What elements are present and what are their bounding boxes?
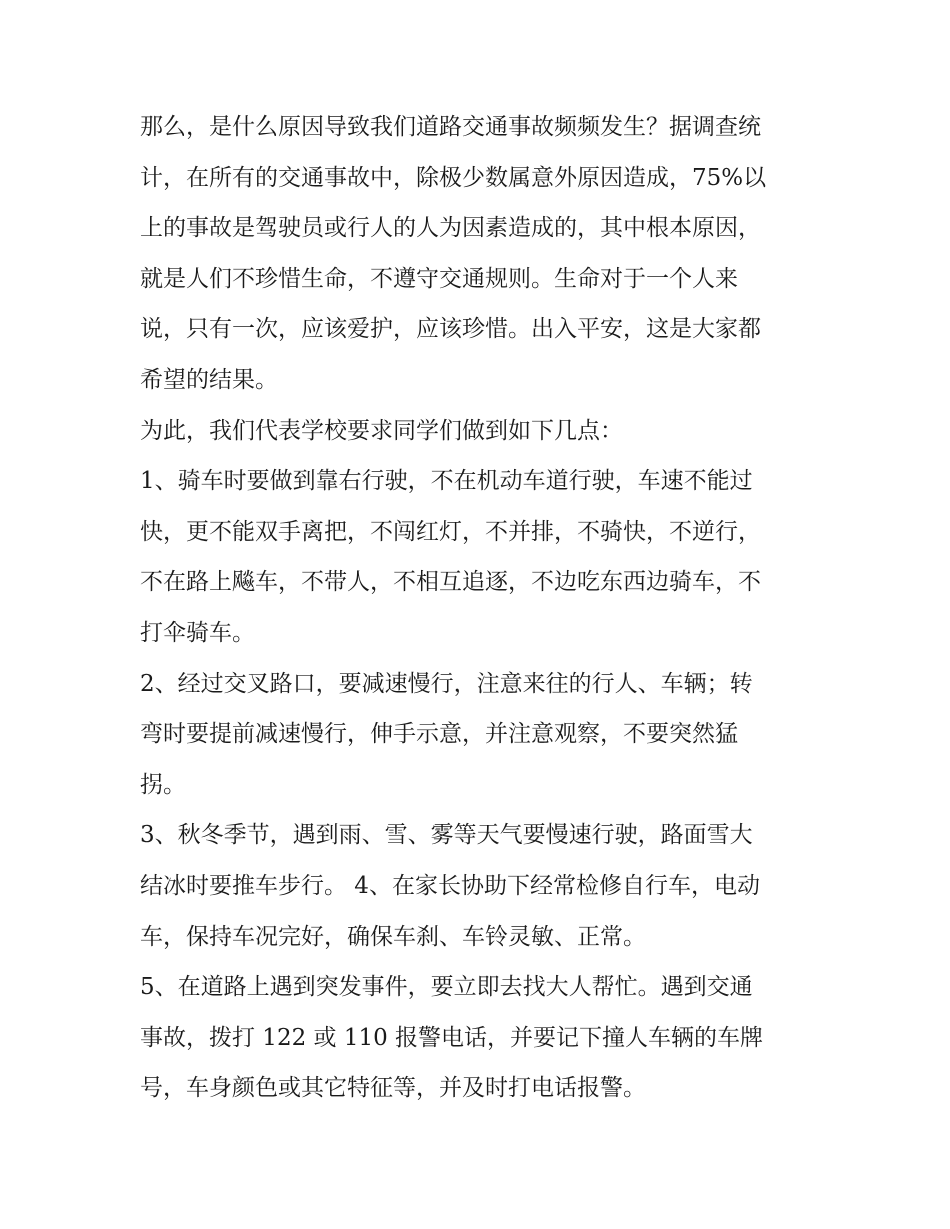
text-line: 计，在所有的交通事故中，除极少数属意外原因造成，75%以 — [140, 164, 767, 191]
text-line: 车，保持车况完好，确保车刹、车铃灵敏、正常。 — [140, 923, 646, 950]
text-line: 1、骑车时要做到靠右行驶，不在机动车道行驶，车速不能过 — [140, 468, 753, 495]
text-line: 说，只有一次，应该爱护，应该珍惜。出入平安，这是大家都 — [140, 316, 761, 343]
body-text — [140, 102, 830, 1114]
text-line: 那么，是什么原因导致我们道路交通事故频频发生？据调查统 — [140, 114, 761, 140]
text-line: 弯时要提前减速慢行，伸手示意，并注意观察，不要突然猛 — [140, 721, 738, 748]
text-line: 结冰时要推车步行。 4、在家长协助下经常检修自行车，电动 — [140, 872, 760, 899]
text-line: 拐。 — [140, 771, 186, 798]
text-line: 3、秋冬季节，遇到雨、雪、雾等天气要慢速行驶，路面雪大 — [140, 822, 753, 849]
text-line: 号，车身颜色或其它特征等，并及时打电话报警。 — [140, 1075, 646, 1102]
text-line: 希望的结果。 — [140, 366, 278, 393]
text-line: 5、在道路上遇到突发事件，要立即去找大人帮忙。遇到交通 — [140, 974, 753, 1001]
text-line: 打伞骑车。 — [140, 619, 255, 646]
text-line: 2、经过交叉路口，要减速慢行，注意来往的行人、车辆；转 — [140, 670, 753, 697]
text-line: 快，更不能双手离把，不闯红灯，不并排，不骑快，不逆行， — [140, 518, 761, 545]
text-line: 就是人们不珍惜生命，不遵守交通规则。生命对于一个人来 — [140, 265, 738, 292]
text-line: 事故，拨打 122 或 110 报警电话，并要记下撞人车辆的车牌 — [140, 1024, 764, 1051]
text-line: 不在路上飚车，不带人，不相互追逐，不边吃东西边骑车，不 — [140, 569, 761, 596]
text-line: 为此，我们代表学校要求同学们做到如下几点： — [140, 417, 623, 444]
text-line: 上的事故是驾驶员或行人的人为因素造成的，其中根本原因， — [140, 215, 761, 242]
